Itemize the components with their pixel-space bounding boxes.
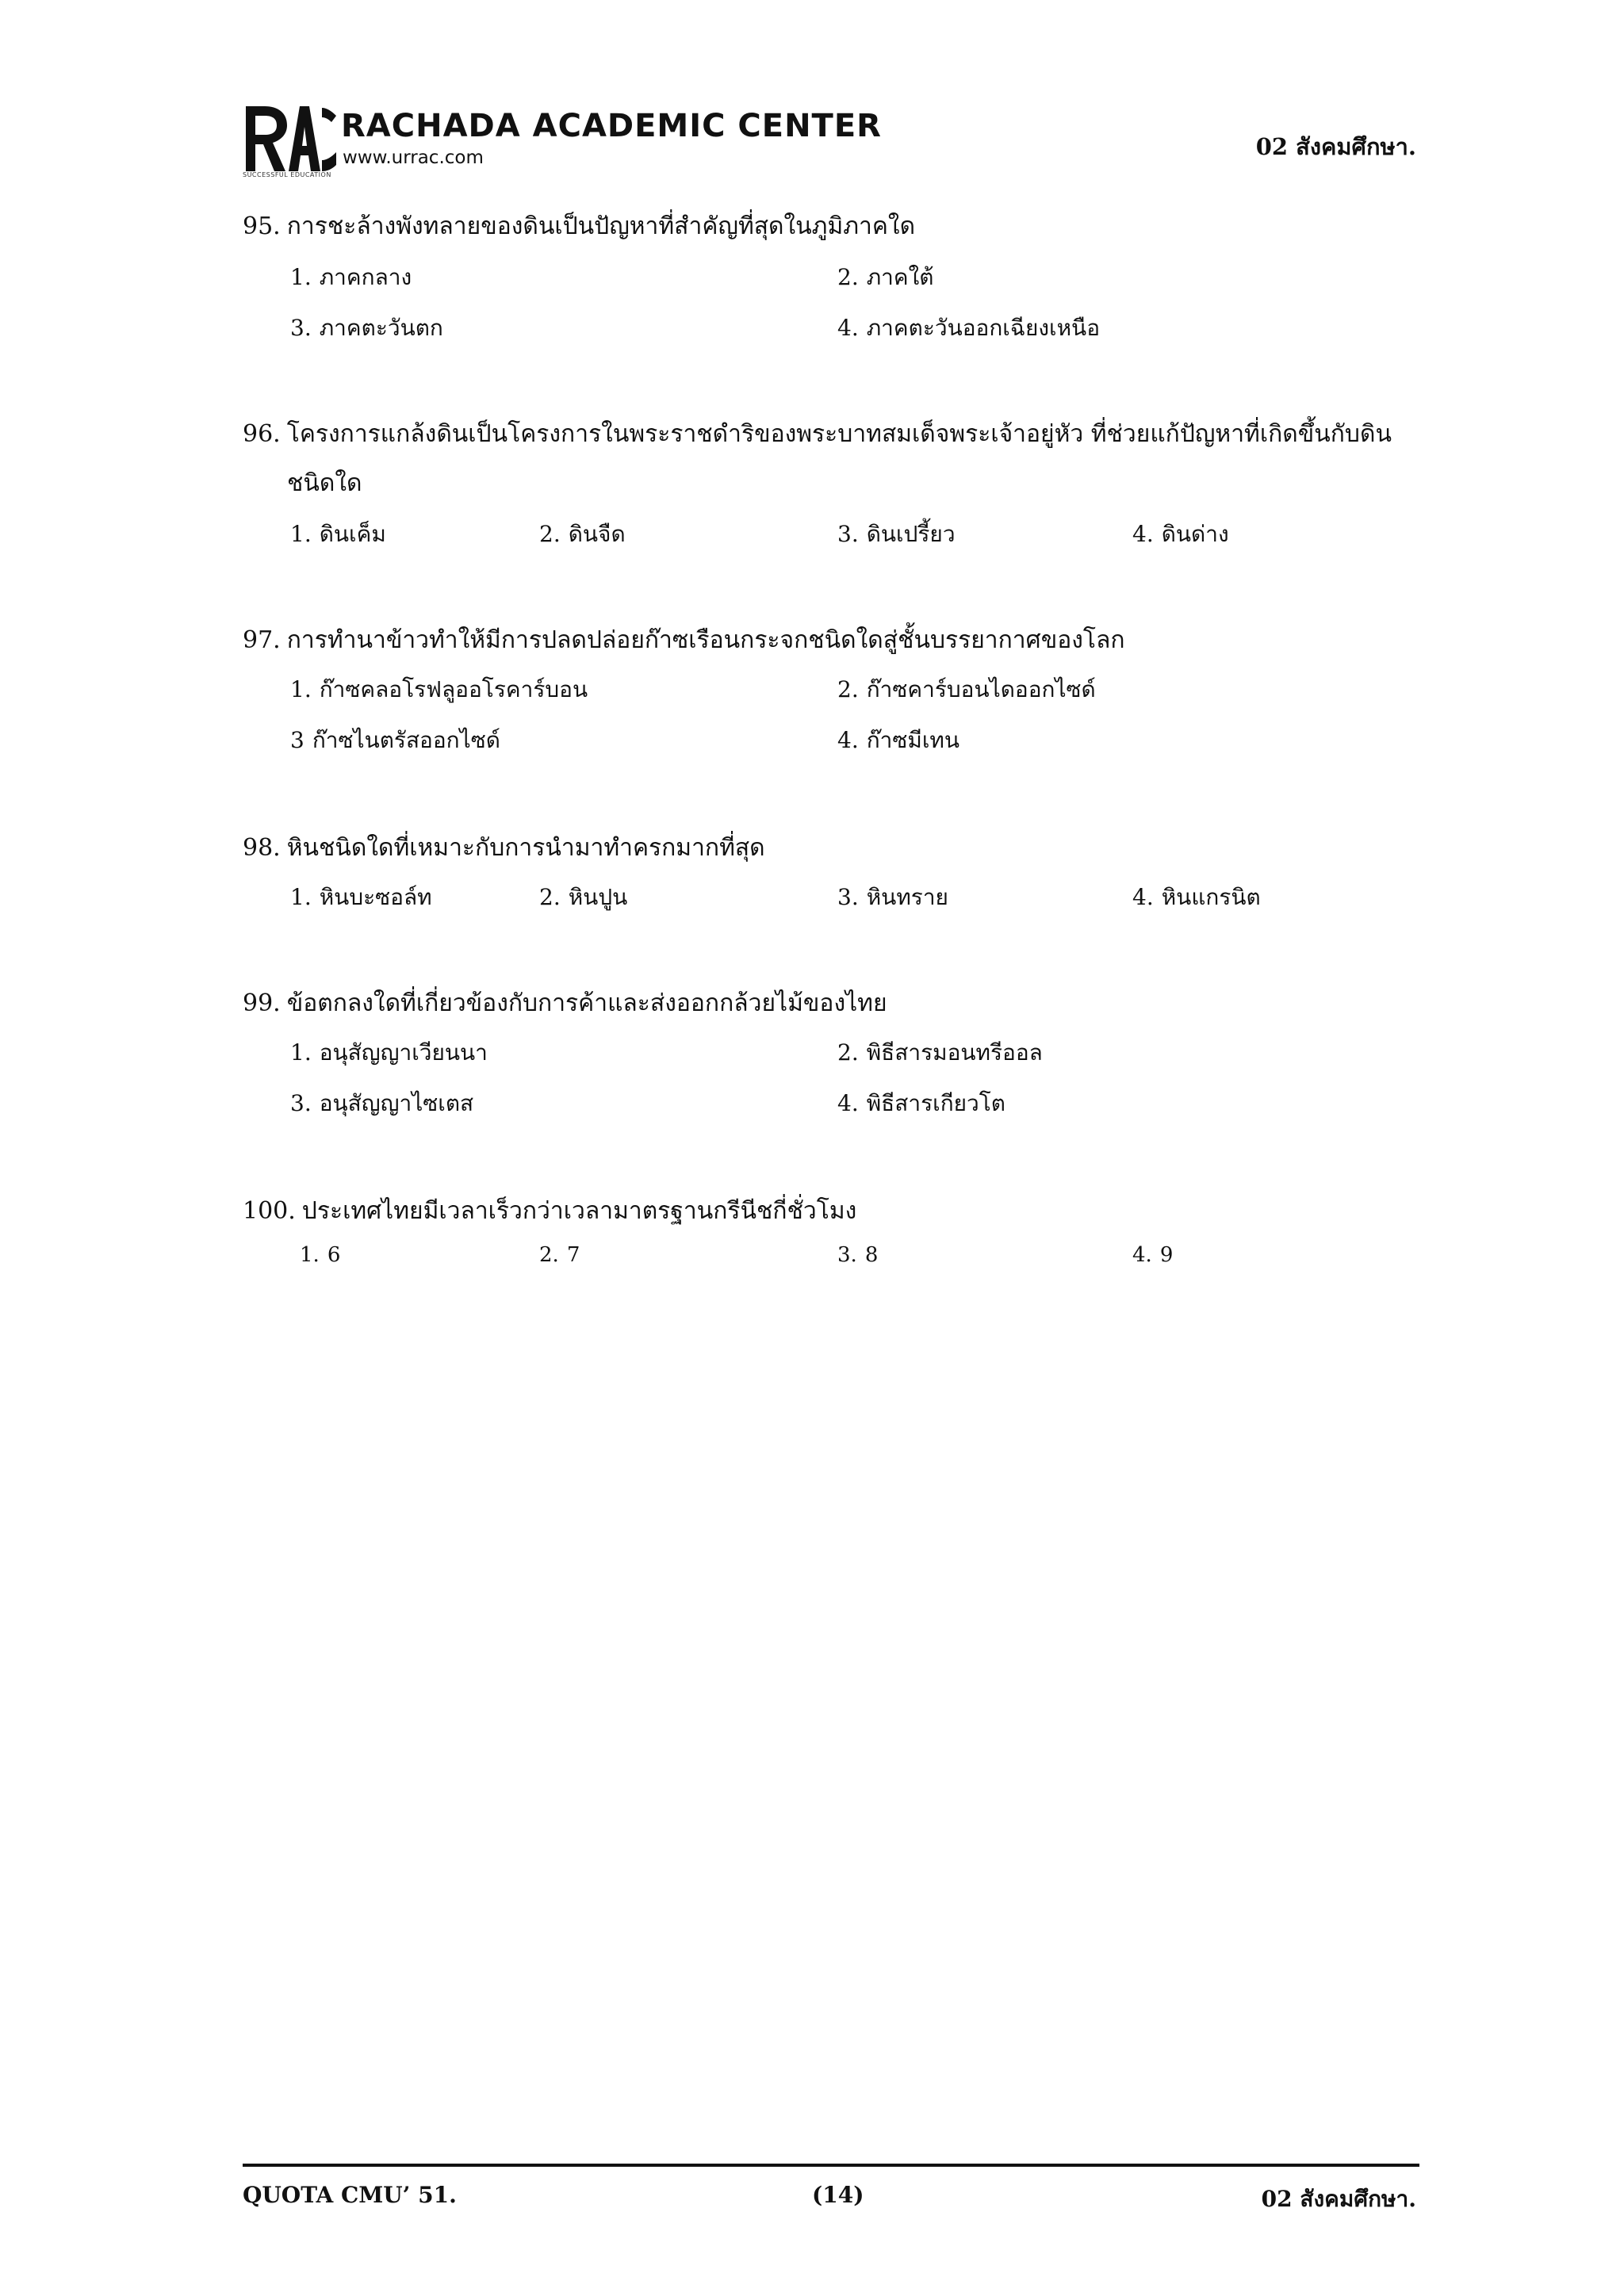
footer-subject: 02 สังคมศึกษา. bbox=[1261, 2186, 1416, 2212]
option-text: ก๊าซมีเทน bbox=[866, 727, 960, 753]
option-number: 4. bbox=[837, 1090, 859, 1116]
option-text: 8 bbox=[864, 1243, 879, 1267]
option-number: 2. bbox=[837, 676, 859, 702]
option-text: ภาคตะวันออกเฉียงเหนือ bbox=[866, 315, 1101, 341]
logo-name: RACHADA ACADEMIC CENTER bbox=[341, 108, 882, 144]
option-number: 2. bbox=[837, 264, 859, 290]
option-97-2 bbox=[837, 672, 1096, 707]
footer-divider bbox=[243, 2164, 1419, 2167]
option-number: 4. bbox=[837, 315, 859, 341]
question-96 bbox=[243, 415, 1392, 453]
question-number: 98. bbox=[243, 834, 281, 862]
option-96-4 bbox=[1132, 517, 1229, 552]
option-number: 3 bbox=[290, 727, 304, 753]
logo-url: www.urrac.com bbox=[343, 147, 484, 168]
option-text: หินบะซอล์ท bbox=[319, 884, 432, 910]
option-number: 2. bbox=[837, 1039, 859, 1066]
rac-logo-mark-icon bbox=[243, 105, 338, 173]
option-98-1 bbox=[290, 880, 432, 915]
option-text: อนุสัญญาไซเตส bbox=[319, 1090, 474, 1116]
option-number: 3. bbox=[837, 884, 859, 910]
option-100-2 bbox=[539, 1243, 580, 1267]
option-95-1 bbox=[290, 260, 412, 295]
question-96-continuation: ชนิดใด bbox=[287, 469, 362, 497]
option-number: 4. bbox=[837, 727, 859, 753]
option-98-4 bbox=[1132, 880, 1261, 915]
option-number: 3. bbox=[290, 315, 312, 341]
option-text: ภาคกลาง bbox=[319, 264, 412, 290]
option-number: 3. bbox=[290, 1090, 312, 1116]
header-subject: 02 สังคมศึกษา. bbox=[1255, 133, 1416, 160]
option-96-2 bbox=[539, 517, 626, 552]
rac-logo bbox=[243, 105, 882, 181]
question-text: ข้อตกลงใดที่เกี่ยวข้องกับการค้าและส่งออกกล้วยไม้ของไทย bbox=[286, 989, 887, 1017]
question-text: การชะล้างพังทลายของดินเป็นปัญหาที่สำคัญที่สุดในภูมิภาคใด bbox=[286, 212, 916, 240]
option-text: พิธีสารมอนทรีออล bbox=[866, 1039, 1043, 1066]
option-text: อนุสัญญาเวียนนา bbox=[319, 1039, 488, 1066]
option-text: ดินเค็ม bbox=[319, 521, 386, 547]
option-text: พิธีสารเกียวโต bbox=[866, 1090, 1005, 1116]
question-97 bbox=[243, 622, 1125, 659]
option-number: 3. bbox=[837, 1243, 857, 1267]
question-text: โครงการแกล้งดินเป็นโครงการในพระราชดำริของพระบาทสมเด็จพระเจ้าอยู่หัว ที่ช่วยแก้ปัญหาที่เกิดขึ้นกับดิน bbox=[286, 420, 1392, 448]
question-number: 96. bbox=[243, 420, 281, 448]
option-99-2 bbox=[837, 1035, 1043, 1070]
option-100-1 bbox=[300, 1243, 340, 1267]
option-95-2 bbox=[837, 260, 933, 295]
option-number: 1. bbox=[290, 1039, 312, 1066]
footer-page-number: (14) bbox=[812, 2182, 864, 2208]
option-text: หินปูน bbox=[568, 884, 628, 910]
option-97-1 bbox=[290, 672, 588, 707]
option-text: ก๊าซคาร์บอนไดออกไซด์ bbox=[866, 676, 1096, 702]
option-96-1 bbox=[290, 517, 386, 552]
question-100 bbox=[243, 1192, 856, 1230]
question-text: การทำนาข้าวทำให้มีการปลดปล่อยก๊าซเรือนกระจกชนิดใดสู่ชั้นบรรยากาศของโลก bbox=[286, 626, 1125, 654]
option-100-4 bbox=[1132, 1243, 1173, 1267]
question-number: 100. bbox=[243, 1197, 296, 1225]
logo-tagline: SUCCESSFUL EDUCATION bbox=[243, 171, 331, 178]
option-text: ภาคใต้ bbox=[866, 264, 934, 290]
option-number: 4. bbox=[1132, 521, 1154, 547]
question-98 bbox=[243, 829, 765, 867]
question-99 bbox=[243, 985, 887, 1022]
option-text: ก๊าซไนตรัสออกไซด์ bbox=[312, 727, 500, 753]
option-text: 7 bbox=[566, 1243, 580, 1267]
option-99-3 bbox=[290, 1086, 473, 1121]
question-number: 95. bbox=[243, 212, 281, 240]
option-number: 4. bbox=[1132, 884, 1154, 910]
option-96-3 bbox=[837, 517, 956, 552]
option-99-1 bbox=[290, 1035, 488, 1070]
option-number: 1. bbox=[290, 521, 312, 547]
option-text: ดินด่าง bbox=[1161, 521, 1229, 547]
option-number: 1. bbox=[300, 1243, 320, 1267]
option-number: 2. bbox=[539, 1243, 559, 1267]
option-97-3 bbox=[290, 723, 500, 758]
option-text: 6 bbox=[327, 1243, 341, 1267]
question-text: ประเทศไทยมีเวลาเร็วกว่าเวลามาตรฐานกรีนีชกี่ชั่วโมง bbox=[301, 1197, 857, 1225]
question-number: 97. bbox=[243, 626, 281, 654]
option-number: 1. bbox=[290, 676, 312, 702]
option-text: หินแกรนิต bbox=[1161, 884, 1261, 910]
option-99-4 bbox=[837, 1086, 1005, 1121]
question-95 bbox=[243, 208, 915, 245]
option-number: 3. bbox=[837, 521, 859, 547]
option-95-3 bbox=[290, 311, 443, 346]
option-95-4 bbox=[837, 311, 1100, 346]
option-text: ก๊าซคลอโรฟลูออโรคาร์บอน bbox=[319, 676, 588, 702]
option-number: 1. bbox=[290, 884, 312, 910]
option-number: 4. bbox=[1132, 1243, 1152, 1267]
option-text: ภาคตะวันตก bbox=[319, 315, 443, 341]
question-text: หินชนิดใดที่เหมาะกับการนำมาทำครกมากที่สุด bbox=[286, 834, 765, 862]
question-number: 99. bbox=[243, 989, 281, 1017]
option-number: 2. bbox=[539, 521, 561, 547]
footer-exam-name: QUOTA CMU’ 51. bbox=[243, 2182, 457, 2208]
option-98-2 bbox=[539, 880, 627, 915]
option-number: 1. bbox=[290, 264, 312, 290]
option-100-3 bbox=[837, 1243, 878, 1267]
option-97-4 bbox=[837, 723, 959, 758]
option-text: ดินจืด bbox=[568, 521, 626, 547]
option-number: 2. bbox=[539, 884, 561, 910]
option-text: หินทราย bbox=[866, 884, 948, 910]
option-text: 9 bbox=[1159, 1243, 1174, 1267]
option-text: ดินเปรี้ยว bbox=[866, 521, 956, 547]
option-98-3 bbox=[837, 880, 948, 915]
